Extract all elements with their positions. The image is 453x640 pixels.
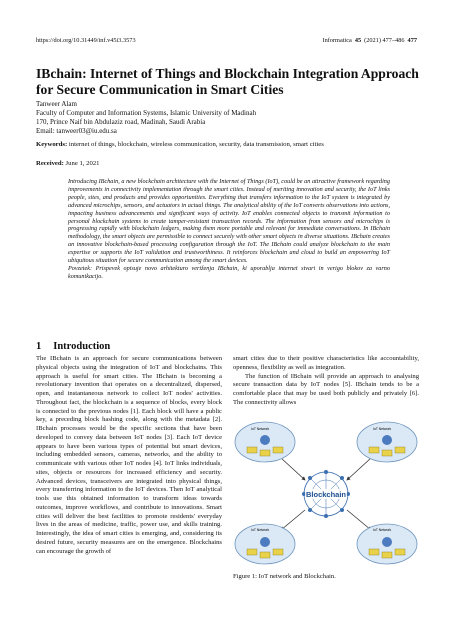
abstract <box>68 178 390 281</box>
section-heading <box>36 341 110 352</box>
received-label: Received: <box>36 160 64 167</box>
router-icon <box>260 435 270 445</box>
arrow-top-right <box>347 458 371 480</box>
node-icon <box>369 549 379 555</box>
router-icon <box>382 537 392 547</box>
node-icon <box>395 549 405 555</box>
arrow-bottom-left <box>281 510 305 530</box>
body-column-left <box>36 355 222 556</box>
page-number: 477 <box>407 37 417 44</box>
figure-diagram <box>233 418 419 568</box>
arrow-bottom-right <box>347 510 371 530</box>
journal-issue-pages: (2021) 477–486 <box>364 37 405 44</box>
received-text: June 1, 2021 <box>65 160 100 167</box>
blockchain-network <box>302 470 350 518</box>
node-icon <box>395 447 405 453</box>
node-icon <box>382 552 392 558</box>
journal-info <box>322 37 417 47</box>
author-name: Tanweer Alam <box>36 100 77 108</box>
node-icon <box>247 447 257 453</box>
network-label: IoT Network <box>251 427 270 431</box>
node-icon <box>273 549 283 555</box>
iot-network-cloud <box>235 524 295 564</box>
router-icon <box>260 537 270 547</box>
router-icon <box>382 435 392 445</box>
paragraph: The IBchain is an approach for secure communications between physical objects using the integration of IoT and blockchains. This approach is useful for smart cities. The IBchain is becoming a revolutionary invention that operates on a decentralized, dispersed, open, and instantaneous network to collect IoT nodes' activities. Throughout fact, the blockchain is a sequence of blocks, every block is connected to the previous nodes [1]. Each block will have a public key, a preceding block hashing code, along with the metadata [2]. IBchain processes would be the specific sections that have been developed to convey data between IoT nodes [3]. Each IoT device appears to have been various types of potential but smart devices, including embedded sensors, cameras, networks, and the ability to communicate with various other IoT nodes [4]. IoT links individuals, sites, objects or resources for increased efficiency and security. Advanced devices, transceivers are integrated into physical things, every transferring information to the IoT devices. Then IoT analytical tools use this obtained information to transform ideas towards outcomes, improve workflows, and contribute to innovations. Smart cities will deliver the best facilities to promote residents' everyday lives in the areas of medicine, traffic, power use, and skills training. Interestingly, the idea of smart cities is emerging, and, considering its desired future, security measures are on the emergence. Blockchains can encourage the growth of <box>36 355 222 555</box>
iot-network-cloud <box>235 422 295 462</box>
network-label: IoT Network <box>251 528 270 532</box>
author-email[interactable]: Email: tanweer03@iu.edu.sa <box>36 127 117 135</box>
author-address: 170, Prince Naif bin Abdulaziz road, Madinah, Saudi Arabia <box>36 118 206 126</box>
blockchain-label: Blockchain <box>305 490 347 499</box>
arrow-top-left <box>281 458 305 480</box>
node-icon <box>260 450 270 456</box>
journal-name: Informatica <box>322 37 352 44</box>
keywords <box>36 141 421 150</box>
keywords-label: Keywords: <box>36 141 68 148</box>
abstract-text: Introducing IBchain, a new blockchain architecture with the Internet of Things (IoT), could be an attractive framework regarding improvements in connectivity implementation through the smart cities. Instead of meriting innovation and security, the IoT links people, sites, and products and provides opportunities. Everything that transfers information to the IoT system is integrated by advanced microchips, sensors, and actuators in actual things. The analytical ability of the IoT converts observations into actions, impacting business advancements and significant ways of activity. IoT enables connected objects to transmit information to personal blockchain systems to create tamper-resistant transaction records. The information from sensors and microchips is progressing rapidly with blockchain ledgers, making them more portable and relevant for immediate conversations. In IBchain methodology, the smart objects are permissible to connect securely with other smart objects in diverse situations. IBchain creates an innovative blockchain-based processing configuration through the IoT. The IBchain could analyze blockchain to the main expertise or supports the IoT validation and trustworthiness. It reinforces blockchain and cloud to build an empowering IoT ubiquitous situation for secure communication among the smart devices. <box>68 178 390 265</box>
iot-network-cloud <box>357 422 417 462</box>
paragraph: The function of IBchain will provide an approach to analysing secure transaction data by IoT nodes [5]. IBchain tends to be a comfortable place that may be used both publicly and privately [6]. The connectivity allows <box>233 372 419 406</box>
povzetek-text: Povzetek: Prispevek opisuje novo arhitekturo veriženja IBchain, ki uporablja internet stvari in verigo blokov za varno komunikacijo. <box>68 264 390 280</box>
running-header <box>36 37 417 47</box>
figure-iot-blockchain <box>233 418 419 568</box>
node-icon <box>369 447 379 453</box>
node-icon <box>260 552 270 558</box>
network-label: IoT Network <box>373 427 392 431</box>
author-affiliation: Faculty of Computer and Information Systems, Islamic University of Madinah <box>36 109 257 117</box>
figure-caption: Figure 1: IoT network and Blockchain. <box>233 573 336 580</box>
iot-network-cloud <box>357 524 417 564</box>
journal-volume: 45 <box>354 37 362 44</box>
network-label: IoT Network <box>373 528 392 532</box>
node-icon <box>273 447 283 453</box>
section-number: 1 <box>36 341 42 352</box>
body-column-right <box>233 355 419 408</box>
node-icon <box>247 549 257 555</box>
doi-link[interactable]: https://doi.org/10.31449/inf.v45i3.3573 <box>36 37 136 44</box>
paper-title: IBchain: Internet of Things and Blockchain Integration Approach for Secure Communication in Smart Cities <box>36 66 419 97</box>
paragraph: smart cities due to their positive characteristics like accountability, openness, flexibility as well as integration. <box>233 355 419 371</box>
received-date <box>36 160 421 167</box>
author-block <box>36 100 421 136</box>
section-title: Introduction <box>53 341 111 352</box>
node-icon <box>382 450 392 456</box>
keywords-text: internet of things, blockchain, wireless communication, security, data transmission, smart cities <box>68 141 324 148</box>
